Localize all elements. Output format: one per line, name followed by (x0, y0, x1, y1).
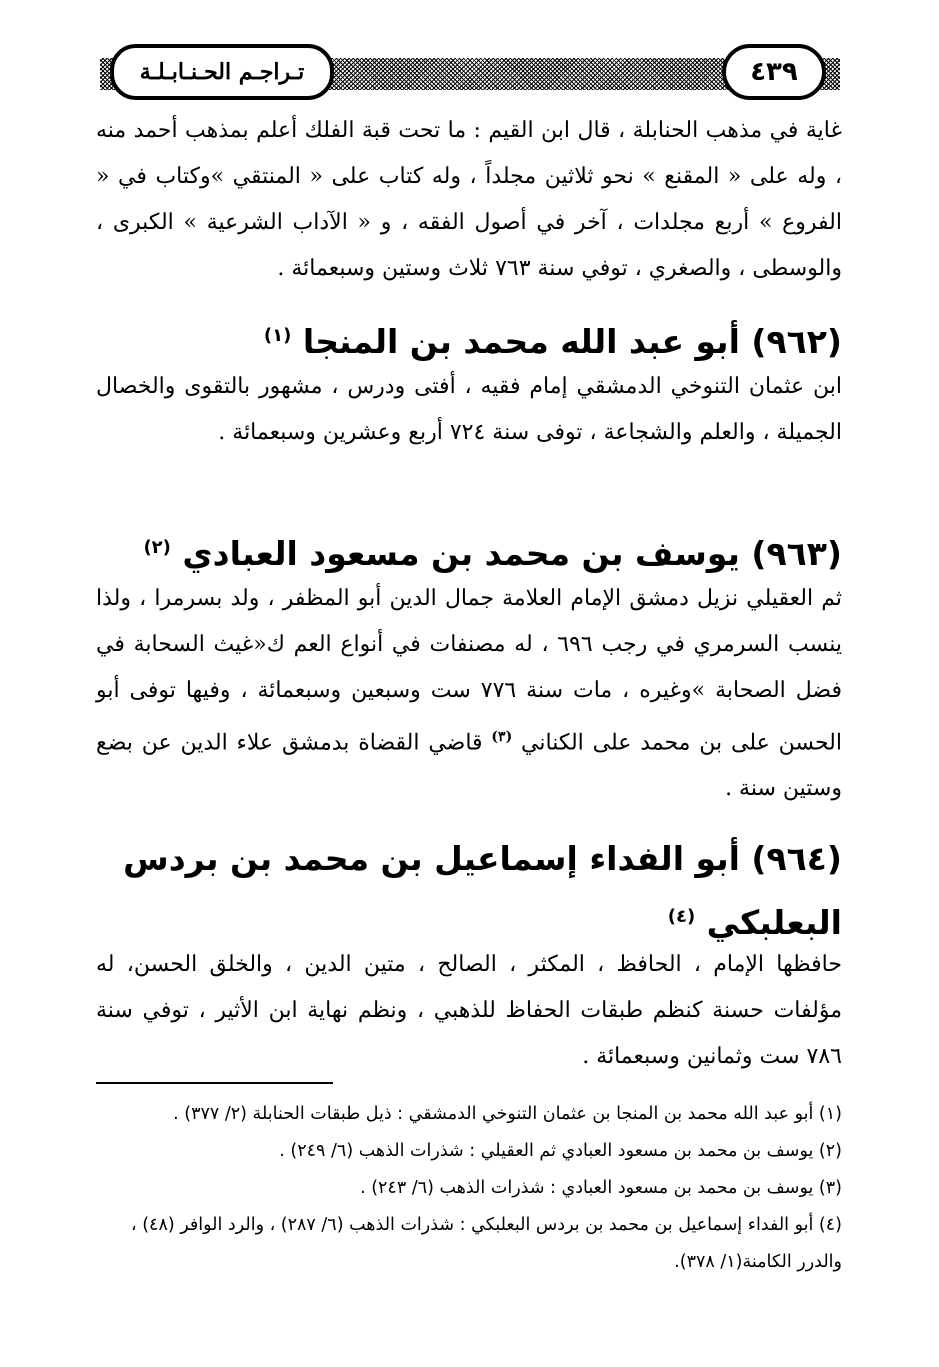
entry-962-title: (٩٦٢) أبو عبد الله محمد بن المنجا (302, 322, 842, 361)
entry-964-title: (٩٦٤) أبو الفداء إسماعيل بن محمد بن بردس البعلبكي (123, 839, 842, 942)
entry-963-heading (96, 518, 842, 584)
footnote-1: (١) أبو عبد الله محمد بن المنجا بن عثمان التنوخي الدمشقي : ذيل طبقات الحنابلة (٢/ ٣٧٧) . (173, 1104, 842, 1124)
entry-964-body: حافظها الإمام ، الحافظ ، المكثر ، الصالح ، متين الدين ، والخلق الحسن، له مؤلفات حسنة كنظم طبقات الحفاظ للذهبي ، ونظم نهاية ابن الأثير ، توفي سنة ٧٨٦ ست وثمانين وسبعمائة . (96, 952, 842, 1069)
footnote-divider (96, 1082, 333, 1084)
entry-963-body (96, 576, 842, 812)
entry-964-footnote-ref: (٤) (667, 906, 696, 927)
entry-963-title: (٩٦٣) يوسف بن محمد بن مسعود العبادي (182, 534, 842, 573)
entry-963-body-part-2: قاضي القضاة بدمشق علاء الدين عن بضع وستين سنة . (96, 730, 842, 802)
footnote-3: (٣) يوسف بن محمد بن مسعود العبادي : شذرات الذهب (٦/ ٢٤٣) . (360, 1178, 842, 1198)
entry-963-inner-footnote-ref: (٣) (491, 729, 513, 745)
entry-962-heading (96, 306, 842, 372)
entry-964-heading (96, 830, 842, 952)
entry-963-footnote-ref: (٢) (143, 537, 171, 558)
entry-963-body-part-1: ثم العقيلي نزيل دمشق الإمام العلامة جمال الدين أبو المظفر ، ولد بسرمرا ، ولذا ينسب السرمري في رجب ٦٩٦ ، له مصنفات في أنواع العم ك«غيث السحابة في فضل الصحابة »وغيره ، مات سنة ٧٧٦ ست وسبعين وسبعمائة ، وفيها توفى أبو الحسن على بن محمد على الكناني (96, 586, 842, 756)
page-number: ٤٣٩ (722, 44, 826, 100)
entry-962-footnote-ref: (١) (263, 325, 292, 346)
footnote-2: (٢) يوسف بن محمد بن مسعود العبادي ثم العقيلي : شذرات الذهب (٦/ ٢٤٩) . (279, 1141, 842, 1161)
entry-962-body: ابن عثمان التنوخي الدمشقي إمام فقيه ، أفتى ودرس ، مشهور بالتقوى والخصال الجميلة ، والعلم والشجاعة ، توفى سنة ٧٢٤ أربع وعشرين وسبعمائة . (96, 374, 842, 445)
running-header-title: تـراجـم الحـنـابـلـة (110, 44, 334, 100)
footnotes (96, 1096, 842, 1281)
continuation-paragraph: غاية في مذهب الحنابلة ، قال ابن القيم : ما تحت قبة الفلك أعلم بمذهب أحمد منه ، وله على « المقنع » نحو ثلاثين مجلداً ، وله كتاب على « المنتقي »وكتاب في « الفروع » أربع مجلدات ، آخر في أصول الفقه ، و « الآداب الشرعية » الكبرى ، والوسطى ، والصغري ، توفي سنة ٧٦٣ ثلاث وستين وسبعمائة . (96, 118, 842, 281)
footnote-4: (٤) أبو الفداء إسماعيل بن محمد بن بردس البعلبكي : شذرات الذهب (٦/ ٢٨٧) ، والرد الوافر (٤٨) ، والدرر الكامنة(١/ ٣٧٨). (131, 1215, 842, 1272)
